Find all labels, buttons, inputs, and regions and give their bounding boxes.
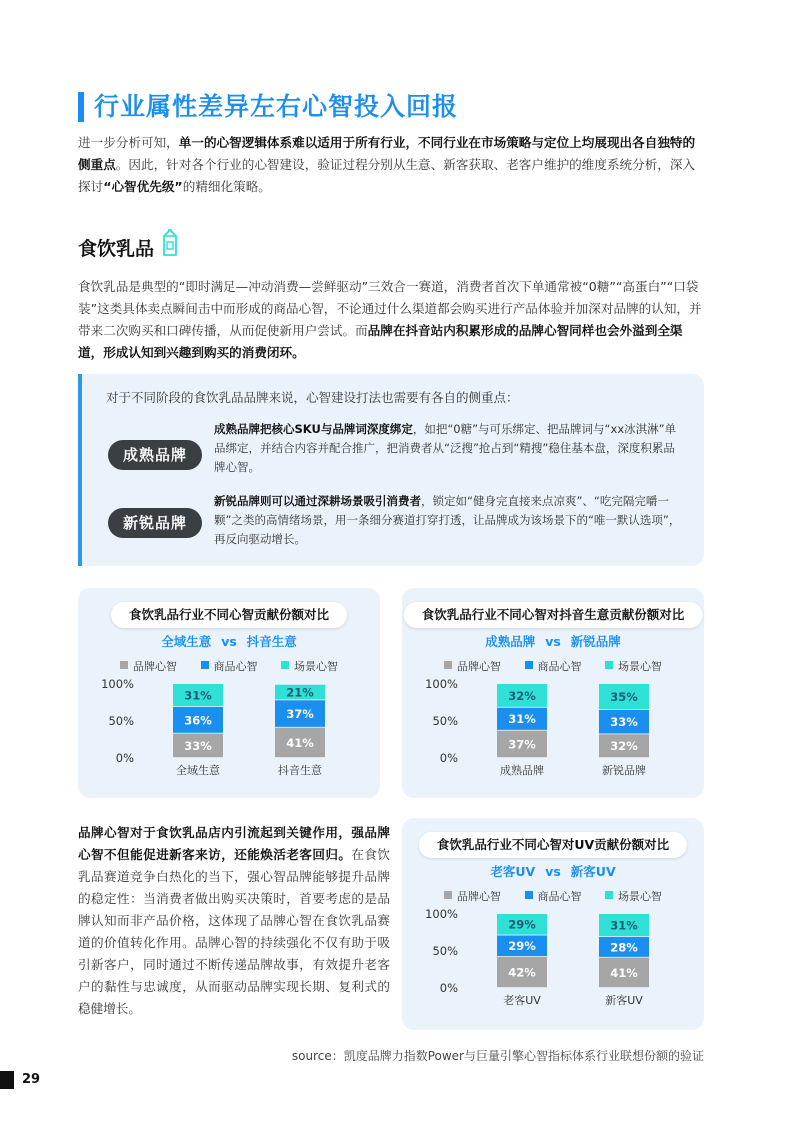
milk-carton-icon — [158, 228, 182, 258]
chart-2-vs: vs — [545, 634, 561, 649]
source-note: source：凯度品牌力指数Power与巨量引擎心智指标体系行业联想份额的验证 — [291, 1049, 704, 1063]
intro-text-3: 的精细化策略。 — [182, 179, 271, 194]
legend-scene-label: 场景心智 — [618, 660, 662, 673]
intro-bold-1: 单一的心智逻辑体系难以适用于所有行业，不同行业在市场策略与定位上均展现出各自独特的侧重点 — [78, 135, 696, 172]
y-tick-label: 0% — [439, 751, 458, 765]
legend-scene-label: 场景心智 — [618, 890, 662, 903]
data-label-product: 29% — [508, 939, 536, 954]
mature-brand-bold: 成熟品牌把核心SKU与品牌词深度绑定 — [214, 422, 413, 436]
chart-3-subtitle-right: 新客UV — [570, 864, 616, 879]
chart-card-2 — [402, 588, 704, 798]
strategy-callout — [78, 374, 704, 566]
page-number: 29 — [22, 1072, 41, 1087]
data-label-product: 31% — [508, 712, 536, 727]
mature-brand-pill: 成熟品牌 — [108, 440, 202, 470]
data-label-scene: 31% — [184, 688, 212, 703]
chart-3-vs: vs — [545, 864, 561, 879]
legend-scene-label: 场景心智 — [294, 660, 338, 673]
chart-2-title: 食饮乳品行业不同心智对抖音生意贡献份额对比 — [404, 602, 703, 628]
section-title: 食饮乳品 — [78, 238, 155, 260]
body-bold-1: 品牌心智对于食饮乳品店内引流起到关键作用，强品牌心智不但能促进新客来访，还能焕活老客回归。 — [78, 825, 390, 862]
chart-2-plot — [402, 588, 704, 798]
data-label-brand: 32% — [610, 739, 638, 754]
y-tick-label: 50% — [432, 714, 458, 728]
legend-product-label: 商品心智 — [537, 890, 582, 903]
legend-product-label: 商品心智 — [213, 660, 258, 673]
x-tick-label: 新客UV — [605, 994, 643, 1007]
x-tick-label: 老客UV — [503, 994, 541, 1007]
y-tick-label: 100% — [425, 677, 458, 691]
section-paragraph — [78, 276, 706, 364]
new-brand-text — [214, 492, 684, 549]
data-label-scene: 21% — [286, 685, 314, 700]
data-label-product: 37% — [286, 706, 314, 721]
y-tick-label: 100% — [425, 907, 458, 921]
legend-brand-label: 品牌心智 — [457, 890, 501, 903]
chart-1-subtitle-left: 全域生意 — [161, 634, 212, 649]
data-label-scene: 31% — [610, 918, 638, 933]
chart-2-subtitle-right: 新锐品牌 — [570, 634, 621, 649]
section-bold-1: 品牌在抖音站内积累形成的品牌心智同样也会外溢到全渠道，形成认知到兴趣到购买的消费闭环。 — [78, 323, 683, 360]
data-label-brand: 42% — [508, 965, 536, 980]
intro-bold-2: “心智优先级” — [103, 179, 183, 194]
chart-1-vs: vs — [221, 634, 237, 649]
new-brand-bold: 新锐品牌则可以通过深耕场景吸引消费者 — [214, 494, 421, 508]
intro-text-1: 进一步分析可知， — [78, 135, 179, 150]
data-label-scene: 32% — [508, 688, 536, 703]
y-tick-label: 0% — [115, 751, 134, 765]
page-number-marker — [0, 1071, 14, 1089]
section-text-1: 食饮乳品是典型的“即时满足—冲动消费—尝鲜驱动”三效合一赛道，消费者首次下单通常被“0糖”“高蛋白”“口袋装”这类具体卖点瞬间击中而形成的商品心智，不论通过什么渠道都会购买进行产品体验并加深对品牌的认知，并带来二次购买和口碑传播，从而促使新用户尝试。而 — [78, 279, 702, 338]
x-tick-label: 全域生意 — [176, 764, 220, 777]
y-tick-label: 0% — [439, 981, 458, 995]
mature-brand-text — [214, 420, 684, 477]
chart-1-plot — [78, 588, 380, 798]
intro-text-2: 。因此，针对各个行业的心智建设，验证过程分别从生意、新客获取、老客户维护的维度系统分析，深入探讨 — [78, 157, 696, 194]
chart-1-title: 食饮乳品行业不同心智贡献份额对比 — [111, 602, 347, 628]
callout-intro: 对于不同阶段的食饮乳品品牌来说，心智建设打法也需要有各自的侧重点： — [106, 390, 519, 405]
title-accent-bar — [78, 92, 84, 122]
legend-brand-label: 品牌心智 — [457, 660, 501, 673]
legend-product-label: 商品心智 — [537, 660, 582, 673]
new-brand-desc: ，锁定如“健身完直接来点凉爽”、“吃完隔完嚼一颗”之类的高情绪场景，用一条细分赛道打穿打透，让品牌成为该场景下的“唯一默认选项”，再反向驱动增长。 — [214, 494, 681, 546]
y-tick-label: 50% — [432, 944, 458, 958]
chart-3-title: 食饮乳品行业不同心智对UV贡献份额对比 — [419, 832, 687, 858]
y-tick-label: 50% — [108, 714, 134, 728]
data-label-scene: 35% — [610, 689, 638, 704]
page-title: 行业属性差异左右心智投入回报 — [94, 92, 459, 121]
legend-brand-label: 品牌心智 — [133, 660, 177, 673]
mature-brand-desc: ，如把“0糖”与可乐绑定、把品牌词与“xx冰淇淋”单品绑定，并结合内容并配合推广，把消费者从“泛搜”抢占到“精搜”稳住基本盘，深度积累品牌心智。 — [214, 422, 677, 474]
chart-2-subtitle-left: 成熟品牌 — [485, 634, 536, 649]
x-tick-label: 抖音生意 — [278, 764, 322, 777]
intro-paragraph — [78, 132, 706, 198]
data-label-scene: 29% — [508, 917, 536, 932]
data-label-brand: 33% — [184, 738, 212, 753]
x-tick-label: 新锐品牌 — [602, 764, 646, 777]
x-tick-label: 成熟品牌 — [500, 764, 544, 777]
data-label-product: 36% — [184, 713, 212, 728]
chart-3-plot — [402, 818, 704, 1030]
data-label-product: 33% — [610, 715, 638, 730]
new-brand-pill: 新锐品牌 — [108, 508, 202, 538]
data-label-product: 28% — [610, 940, 638, 955]
chart-card-3 — [402, 818, 704, 1030]
chart-card-1 — [78, 588, 380, 798]
body-text-1: 在食饮乳品赛道竞争白热化的当下，强心智品牌能够提升品牌的稳定性：当消费者做出购买决策时，首要考虑的是品牌认知而非产品价格，这体现了品牌心智在食饮乳品赛道的价值转化作用。品牌心智的持续强化不仅有助于吸引新客户，同时通过不断传递品牌故事，有效提升老客户的黏性与忠诚度，从而驱动品牌实现长期、复利式的稳健增长。 — [78, 847, 391, 1016]
data-label-brand: 37% — [508, 737, 536, 752]
chart-1-subtitle-right: 抖音生意 — [246, 634, 297, 649]
body-paragraph — [78, 822, 390, 1020]
chart-3-subtitle-left: 老客UV — [490, 864, 536, 879]
y-tick-label: 100% — [101, 677, 134, 691]
data-label-brand: 41% — [286, 735, 314, 750]
data-label-brand: 41% — [610, 965, 638, 980]
